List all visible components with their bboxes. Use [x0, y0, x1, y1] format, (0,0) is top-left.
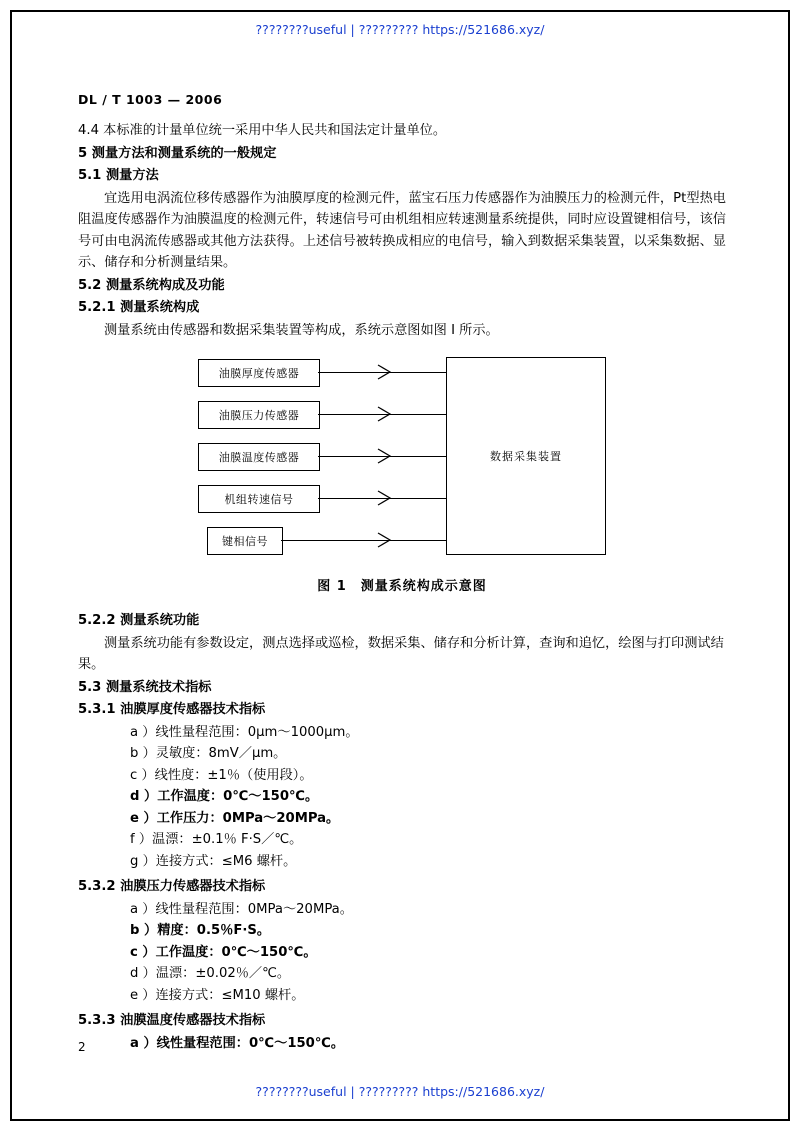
list-item: g ）连接方式：≤M6 螺杆。 [130, 853, 297, 869]
clause-5-2-2-heading: 5.2.2 测量系统功能 [78, 613, 200, 628]
list-item: d ）工作温度：0℃～150℃。 [130, 789, 319, 804]
clause-5-3-heading: 5.3 测量系统技术指标 [78, 679, 212, 695]
figure-box-2: 油膜压力传感器 [198, 401, 320, 429]
figure-box-1: 油膜厚度传感器 [198, 359, 320, 387]
list-item: a ）线性量程范围：0℃～150℃。 [130, 1035, 345, 1051]
clause-5-3-1-heading: 5.3.1 油膜厚度传感器技术指标 [78, 702, 266, 717]
clause-5-2-2-paragraph: 测量系统功能有参数设定，测点选择或巡检，数据采集、储存和分析计算，查询和追忆，绘图与打印测试结果。 [78, 635, 724, 672]
clause-4-4: 4.4 本标准的计量单位统一采用中华人民共和国法定计量单位。 [78, 123, 447, 138]
figure-caption-label: 图 1 [317, 579, 347, 594]
figure-caption-text: 测量系统构成示意图 [360, 579, 487, 594]
figure-1-diagram [78, 351, 726, 569]
list-item: c ）线性度：±1％（使用段）。 [130, 767, 313, 783]
clause-5-3-2-heading: 5.3.2 油膜压力传感器技术指标 [78, 879, 266, 894]
clause-5-2-1-heading: 5.2.1 测量系统构成 [78, 300, 200, 315]
page-content [78, 92, 726, 1054]
watermark-bottom: ????????useful | ????????? https://521686.xyz/ [255, 1084, 545, 1099]
watermark-top: ????????useful | ????????? https://521686.xyz/ [255, 22, 545, 37]
list-item: a ）线性量程范围：0MPa～20MPa。 [130, 901, 353, 917]
clause-5-heading: 5 测量方法和测量系统的一般规定 [78, 145, 277, 161]
clause-5-3-3-heading: 5.3.3 油膜温度传感器技术指标 [78, 1013, 266, 1028]
document-number: DL / T 1003 — 2006 [78, 92, 223, 107]
clause-5-2-heading: 5.2 测量系统构成及功能 [78, 277, 225, 293]
list-item: f ）温漂：±0.1％ F·S／℃。 [130, 832, 303, 847]
page-number: 2 [78, 1040, 86, 1054]
figure-1-caption [78, 575, 726, 594]
list-item: c ）工作温度：0℃～150℃。 [130, 944, 317, 960]
figure-target-box: 数据采集装置 [446, 357, 606, 555]
list-item: d ）温漂：±0.02％／℃。 [130, 966, 291, 981]
figure-box-5: 键相信号 [207, 527, 283, 555]
figure-arrow-marks [78, 351, 726, 569]
list-item: b ）灵敏度：8mV／μm。 [130, 746, 287, 761]
figure-box-4: 机组转速信号 [198, 485, 320, 513]
clause-5-1-heading: 5.1 测量方法 [78, 168, 159, 183]
list-item: e ）连接方式：≤M10 螺杆。 [130, 987, 305, 1003]
clause-5-2-1-paragraph: 测量系统由传感器和数据采集装置等构成，系统示意图如图 I 所示。 [104, 322, 499, 338]
list-item: a ）线性量程范围：0μm～1000μm。 [130, 724, 359, 740]
list-item: b ）精度：0.5％F·S。 [130, 923, 271, 938]
list-item: e ）工作压力：0MPa～20MPa。 [130, 810, 340, 826]
clause-5-1-paragraph: 宜选用电涡流位移传感器作为油膜厚度的检测元件，蓝宝石压力传感器作为油膜压力的检测元件，Pt型热电阻温度传感器作为油膜温度的检测元件，转速信号可由机组相应转速测量系统提供，同时应设置键相信号，该信号可由电涡流传感器或其他方法获得。上述信号被转换成相应的电信号，输入到数据采集装置，以采集数据、显示、储存和分析测量结果。 [78, 190, 726, 270]
figure-box-3: 油膜温度传感器 [198, 443, 320, 471]
